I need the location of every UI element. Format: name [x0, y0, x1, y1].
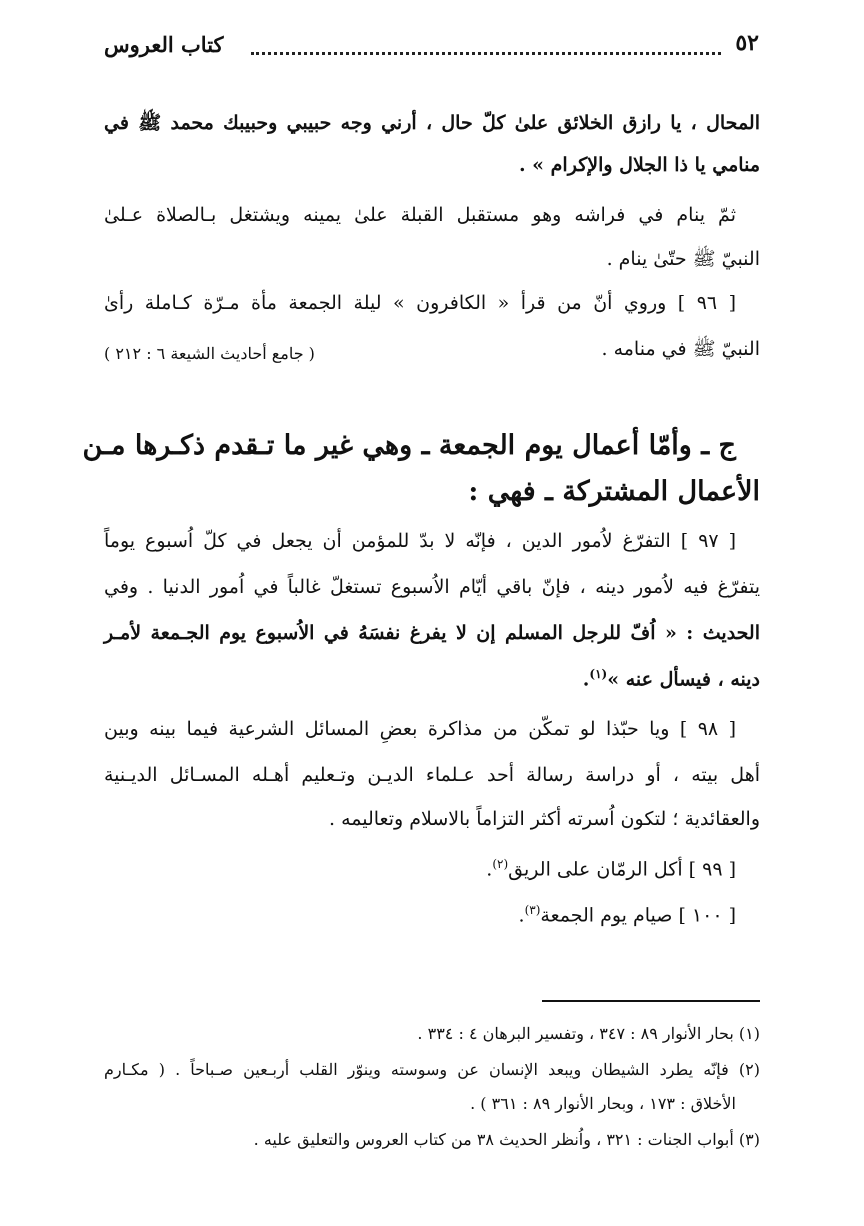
period: .	[582, 668, 590, 691]
footnote-ref-1[interactable]: (١)	[589, 667, 608, 681]
text-line-1: المحال ، يا رازق الخلائق علىٰ كلّ حال ، أرني وجه حبيبي وحبيبك محمد ﷺ في	[104, 112, 760, 134]
section-heading-line-2: الأعمال المشتركة ـ فهي :	[468, 476, 760, 507]
footnote-separator	[542, 1000, 760, 1002]
section-heading-line-1: ج ـ وأمّا أعمال يوم الجمعة ـ وهي غير ما تـقدم ذكـرها مـن	[82, 430, 736, 461]
body-line-9-text: [ ١٠٠ ] صيام يوم الجمعة	[540, 904, 736, 927]
footnote-2-line-2: الأخلاق : ١٧٣ ، وبحار الأنوار ٨٩ : ٣٦١ ) .	[470, 1094, 736, 1113]
footnote-ref-3[interactable]: (٣)	[524, 903, 541, 917]
footnote-1: (١) بحار الأنوار ٨٩ : ٣٤٧ ، وتفسير البرهان ٤ : ٣٣٤ .	[417, 1024, 760, 1043]
body-line-7: والعقائدية ؛ لتكون اُسرته أكثر التزاماً بالاسلام وتعاليمه .	[329, 808, 760, 830]
footnote-3: (٣) أبواب الجنات : ٣٢١ ، واُنظر الحديث ٣٨ من كتاب العروس والتعليق عليه .	[253, 1130, 760, 1149]
body-line-8-text: [ ٩٩ ] أكل الرمّان على الريق	[508, 858, 736, 881]
footnote-ref-2[interactable]: (٢)	[492, 857, 509, 871]
footnote-2-line-1: (٢) فإنّه يطرد الشيطان ويبعد الإنسان عن وسوسته وينوّر القلب أربـعين صـباحاً . ( مكـارم	[104, 1060, 760, 1079]
period: .	[518, 904, 525, 927]
body-line-6: أهل بيته ، أو دراسة رسالة أحد عـلماء الديـن وتـعليم أهـله المسـائل الديـنية	[104, 764, 760, 786]
body-line-9	[519, 904, 736, 925]
page-number: ٥٢	[735, 30, 759, 56]
body-line-4-text: دينه ، فيسأل عنه »	[607, 668, 760, 691]
text-line-5: [ ٩٦ ] وروي أنّ من قرأ « الكافرون » ليلة الجمعة مأة مـرّة كـاملة رأىٰ	[104, 292, 737, 314]
body-line-1: [ ٩٧ ] التفرّغ لاُمور الدين ، فإنّه لا بدّ للمؤمن أن يجعل في كلّ اُسبوع يوماً	[104, 530, 737, 552]
running-header	[104, 30, 759, 66]
body-line-8	[486, 858, 736, 879]
body-line-4	[583, 668, 760, 689]
period: .	[486, 858, 493, 881]
text-line-2: منامي يا ذا الجلال والإكرام » .	[518, 154, 760, 176]
text-line-3: ثمّ ينام في فراشه وهو مستقبل القبلة علىٰ يمينه ويشتغل بـالصلاة عـلىٰ	[104, 204, 736, 226]
body-line-2: يتفرّغ فيه لاُمور دينه ، فإنّ باقي أيّام الاُسبوع تستغلّ غالباً في اُمور الدنيا . وفي	[104, 576, 760, 598]
body-line-3: الحديث : « اُفّ للرجل المسلم إن لا يفرغ نفسَهُ في الاُسبوع يوم الجـمعة لأمـر	[104, 622, 760, 644]
header-leader-dots	[251, 36, 721, 55]
text-line-6: النبيّ ﷺ في منامه .	[601, 338, 760, 360]
body-line-5: [ ٩٨ ] ويا حبّذا لو تمكّن من مذاكرة بعضِ المسائل الشرعية فيما بينه وبين	[104, 718, 736, 740]
text-line-4: النبيّ ﷺ حتّىٰ ينام .	[606, 248, 760, 270]
citation: ( جامع أحاديث الشيعة ٦ : ٢١٢ )	[104, 344, 315, 363]
book-title: كتاب العروس	[104, 32, 224, 57]
